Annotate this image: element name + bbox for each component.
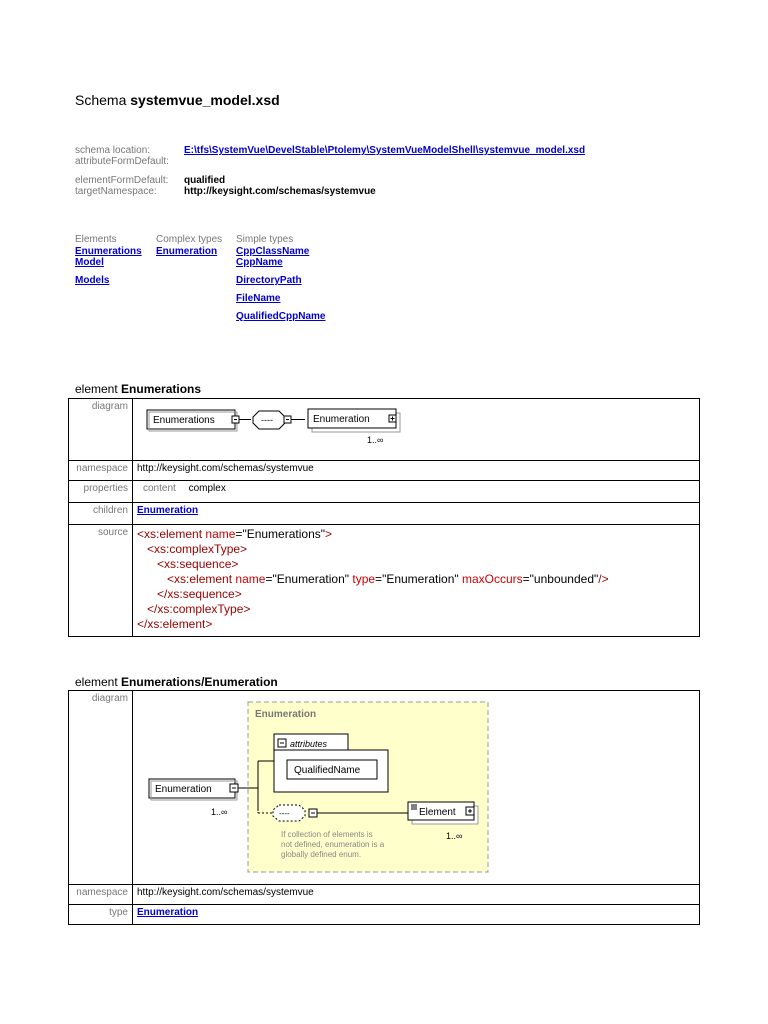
namespace-value-2: http://keysight.com/schemas/systemvue (133, 885, 700, 905)
section1-diagram-cell (133, 399, 700, 461)
diagram-key-2: diagram (69, 691, 133, 885)
schema-location-label: schema location: (75, 145, 151, 156)
section2-diagram (133, 691, 493, 881)
attributes-label: attributes (290, 739, 328, 749)
src-l2: <xs:complexType> (147, 542, 248, 556)
section1-title (75, 382, 201, 396)
src-l6: </xs:complexType> (147, 602, 251, 616)
section2-title (75, 675, 278, 689)
properties-content-value: complex (188, 483, 226, 494)
element-link-enumerations[interactable]: Enumerations (75, 246, 142, 257)
src-l4-attr3: maxOccurs (461, 572, 523, 586)
src-l1-attr: name (205, 527, 236, 541)
section2-title-prefix: element (75, 675, 118, 689)
schema-location-link[interactable]: E:\tfs\SystemVue\DevelStable\Ptolemy\SystemVueModelShell\systemvue_model.xsd (184, 145, 586, 156)
title-prefix: Schema (75, 92, 127, 108)
note-line-1: If collection of elements is (281, 830, 373, 839)
occurs-label: 1..∞ (367, 435, 384, 445)
complex-types-header: Complex types (156, 234, 223, 245)
element-form-default-label: elementFormDefault: (75, 175, 169, 186)
src-l4-attr1: name (235, 572, 266, 586)
src-l3: <xs:sequence> (157, 557, 239, 571)
namespace-key-2: namespace (69, 885, 133, 905)
diagram-key: diagram (69, 399, 133, 461)
section1-diagram (133, 399, 433, 457)
src-l4-val3: "unbounded" (529, 572, 599, 586)
target-namespace-value: http://keysight.com/schemas/systemvue (184, 186, 376, 197)
note-line-2: not defined, enumeration is a (281, 840, 385, 849)
src-l4-val1: "Enumeration" (272, 572, 350, 586)
properties-content-key: content (143, 483, 176, 494)
simple-types-header: Simple types (236, 234, 294, 245)
element-form-default-value: qualified (184, 175, 226, 186)
src-l1-tag: <xs:element (137, 527, 203, 541)
enumeration-box-label: Enumeration (313, 414, 370, 425)
page-title (75, 92, 280, 108)
section2-diagram-cell (133, 691, 700, 885)
src-l7: </xs:element> (137, 617, 213, 631)
section2-title-name: Enumerations/Enumeration (121, 675, 278, 689)
properties-key: properties (69, 481, 133, 503)
children-link-enumeration[interactable]: Enumeration (137, 505, 199, 516)
sequence-optional-label: ---- (279, 809, 290, 818)
source-key: source (69, 525, 133, 637)
elements-header: Elements (75, 234, 117, 245)
section1-table (68, 398, 700, 637)
children-cell (133, 503, 700, 525)
src-l4-end: /> (598, 572, 609, 586)
source-code: <xs:element name="Enumerations"> <xs:complexType> <xs:sequence> <xs:element name="Enumeration" type="Enumeration" maxOccurs="unbounded"/> </xs:sequence> </xs:complexType> </xs:element> (133, 525, 700, 637)
complex-link-enumeration[interactable]: Enumeration (156, 246, 218, 257)
type-cell (133, 905, 700, 925)
section2-table (68, 690, 700, 925)
src-l1-val: "Enumerations" (242, 527, 325, 541)
element-label: Element (419, 807, 456, 818)
enumeration-main-label: Enumeration (155, 784, 212, 795)
simple-link-qualifiedcppname[interactable]: QualifiedCppName (236, 311, 326, 322)
type-link-enumeration[interactable]: Enumeration (137, 907, 199, 918)
section1-title-prefix: element (75, 382, 118, 396)
simple-link-cppclassname[interactable]: CppClassName (236, 246, 310, 257)
sequence-label: ---- (261, 415, 273, 425)
simple-link-cppname[interactable]: CppName (236, 257, 283, 268)
type-key: type (69, 905, 133, 925)
namespace-key: namespace (69, 461, 133, 481)
namespace-value: http://keysight.com/schemas/systemvue (133, 461, 700, 481)
src-l4-attr2: type (352, 572, 376, 586)
simple-link-directorypath[interactable]: DirectoryPath (236, 275, 302, 286)
group-title: Enumeration (255, 709, 317, 720)
src-l5: </xs:sequence> (157, 587, 242, 601)
properties-cell (133, 481, 700, 503)
note-line-3: globally defined enum. (281, 850, 362, 859)
enumerations-box-label: Enumerations (153, 415, 215, 426)
element-link-model[interactable]: Model (75, 257, 104, 268)
section1-title-name: Enumerations (121, 382, 202, 396)
src-l4-val2: "Enumeration" (382, 572, 459, 586)
title-schema-name: systemvue_model.xsd (130, 92, 280, 108)
occurs-element-label: 1..∞ (446, 831, 463, 841)
children-key: children (69, 503, 133, 525)
src-l4-tag: <xs:element (167, 572, 233, 586)
simple-link-filename[interactable]: FileName (236, 293, 281, 304)
attribute-form-default-label: attributeFormDefault: (75, 156, 169, 167)
qualifiedname-label: QualifiedName (294, 765, 361, 776)
occurs-main-label: 1..∞ (211, 807, 228, 817)
src-l1-end: > (325, 527, 333, 541)
target-namespace-label: targetNamespace: (75, 186, 157, 197)
element-link-models[interactable]: Models (75, 275, 110, 286)
